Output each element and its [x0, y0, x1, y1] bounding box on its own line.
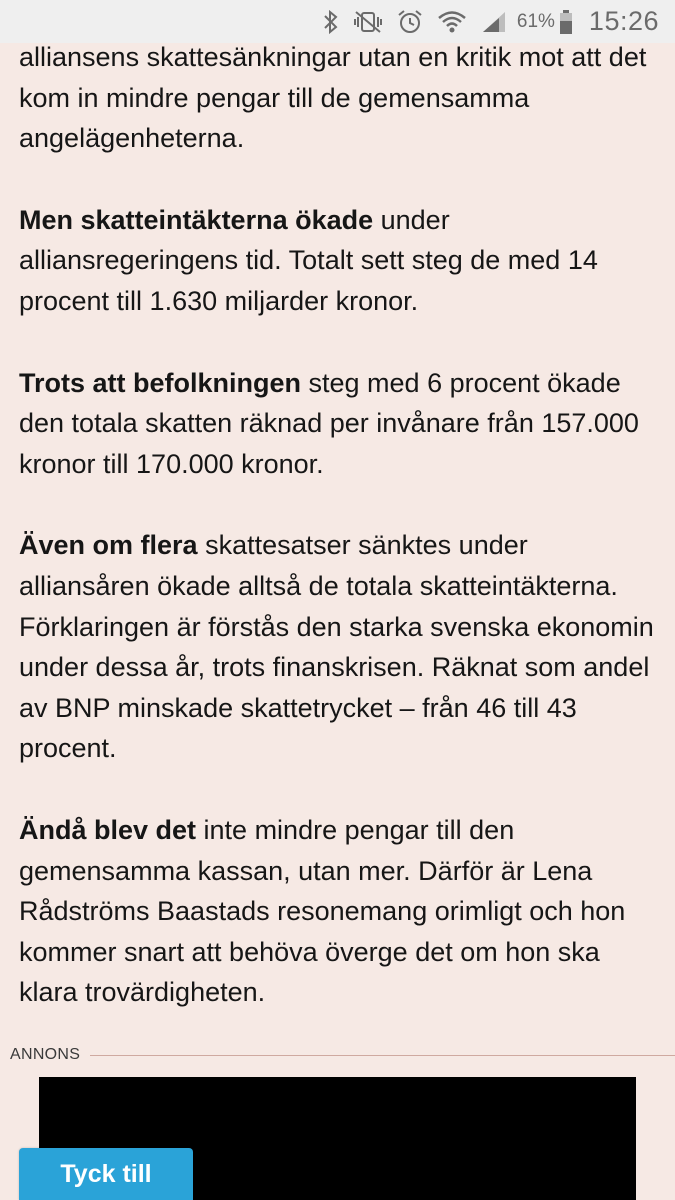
- battery-percent: 61%: [516, 10, 555, 32]
- comment-button[interactable]: Tyck till: [19, 1148, 193, 1200]
- paragraph-lead: Ändå blev det: [19, 814, 197, 845]
- article-paragraph: Trots att befolkningen steg med 6 procent ökade den totala skatten räknad per invånare från 157.000 kronor till 170.000 kronor.: [19, 367, 639, 479]
- article-paragraph: Även om flera skattesatser sänktes under alliansåren ökade alltså de totala skatteintäkterna. Förklaringen är förstås den starka svenska ekonomin under dessa år, trots finanskrisen. Räknat som andel av BNP minskade skattetrycket – från 46 till 43 procent.: [19, 530, 654, 764]
- article-paragraph: alliansens skattesänkningar utan en kritik mot att det kom in mindre pengar till de gemensamma angelägenheterna.: [19, 42, 647, 154]
- article-paragraph: Ändå blev det inte mindre pengar till den gemensamma kassan, utan mer. Därför är Lena Rådströms Baastads resonemang orimligt och hon kommer snart att behöva överge det om hon ska klara trovärdigheten.: [19, 814, 626, 1008]
- ad-divider: [90, 1055, 675, 1056]
- ad-header: [0, 1041, 675, 1069]
- paragraph-lead: Även om flera: [19, 530, 198, 561]
- article-paragraph: Men skatteintäkterna ökade under alliansregeringens tid. Totalt sett steg de med 14 procent till 1.630 miljarder kronor.: [19, 204, 598, 316]
- paragraph-lead: Men skatteintäkterna ökade: [19, 204, 374, 235]
- article-body: [19, 37, 659, 1054]
- ad-label: ANNONS: [10, 1046, 81, 1063]
- clock: 15:26: [588, 6, 659, 36]
- paragraph-lead: Trots att befolkningen: [19, 367, 302, 398]
